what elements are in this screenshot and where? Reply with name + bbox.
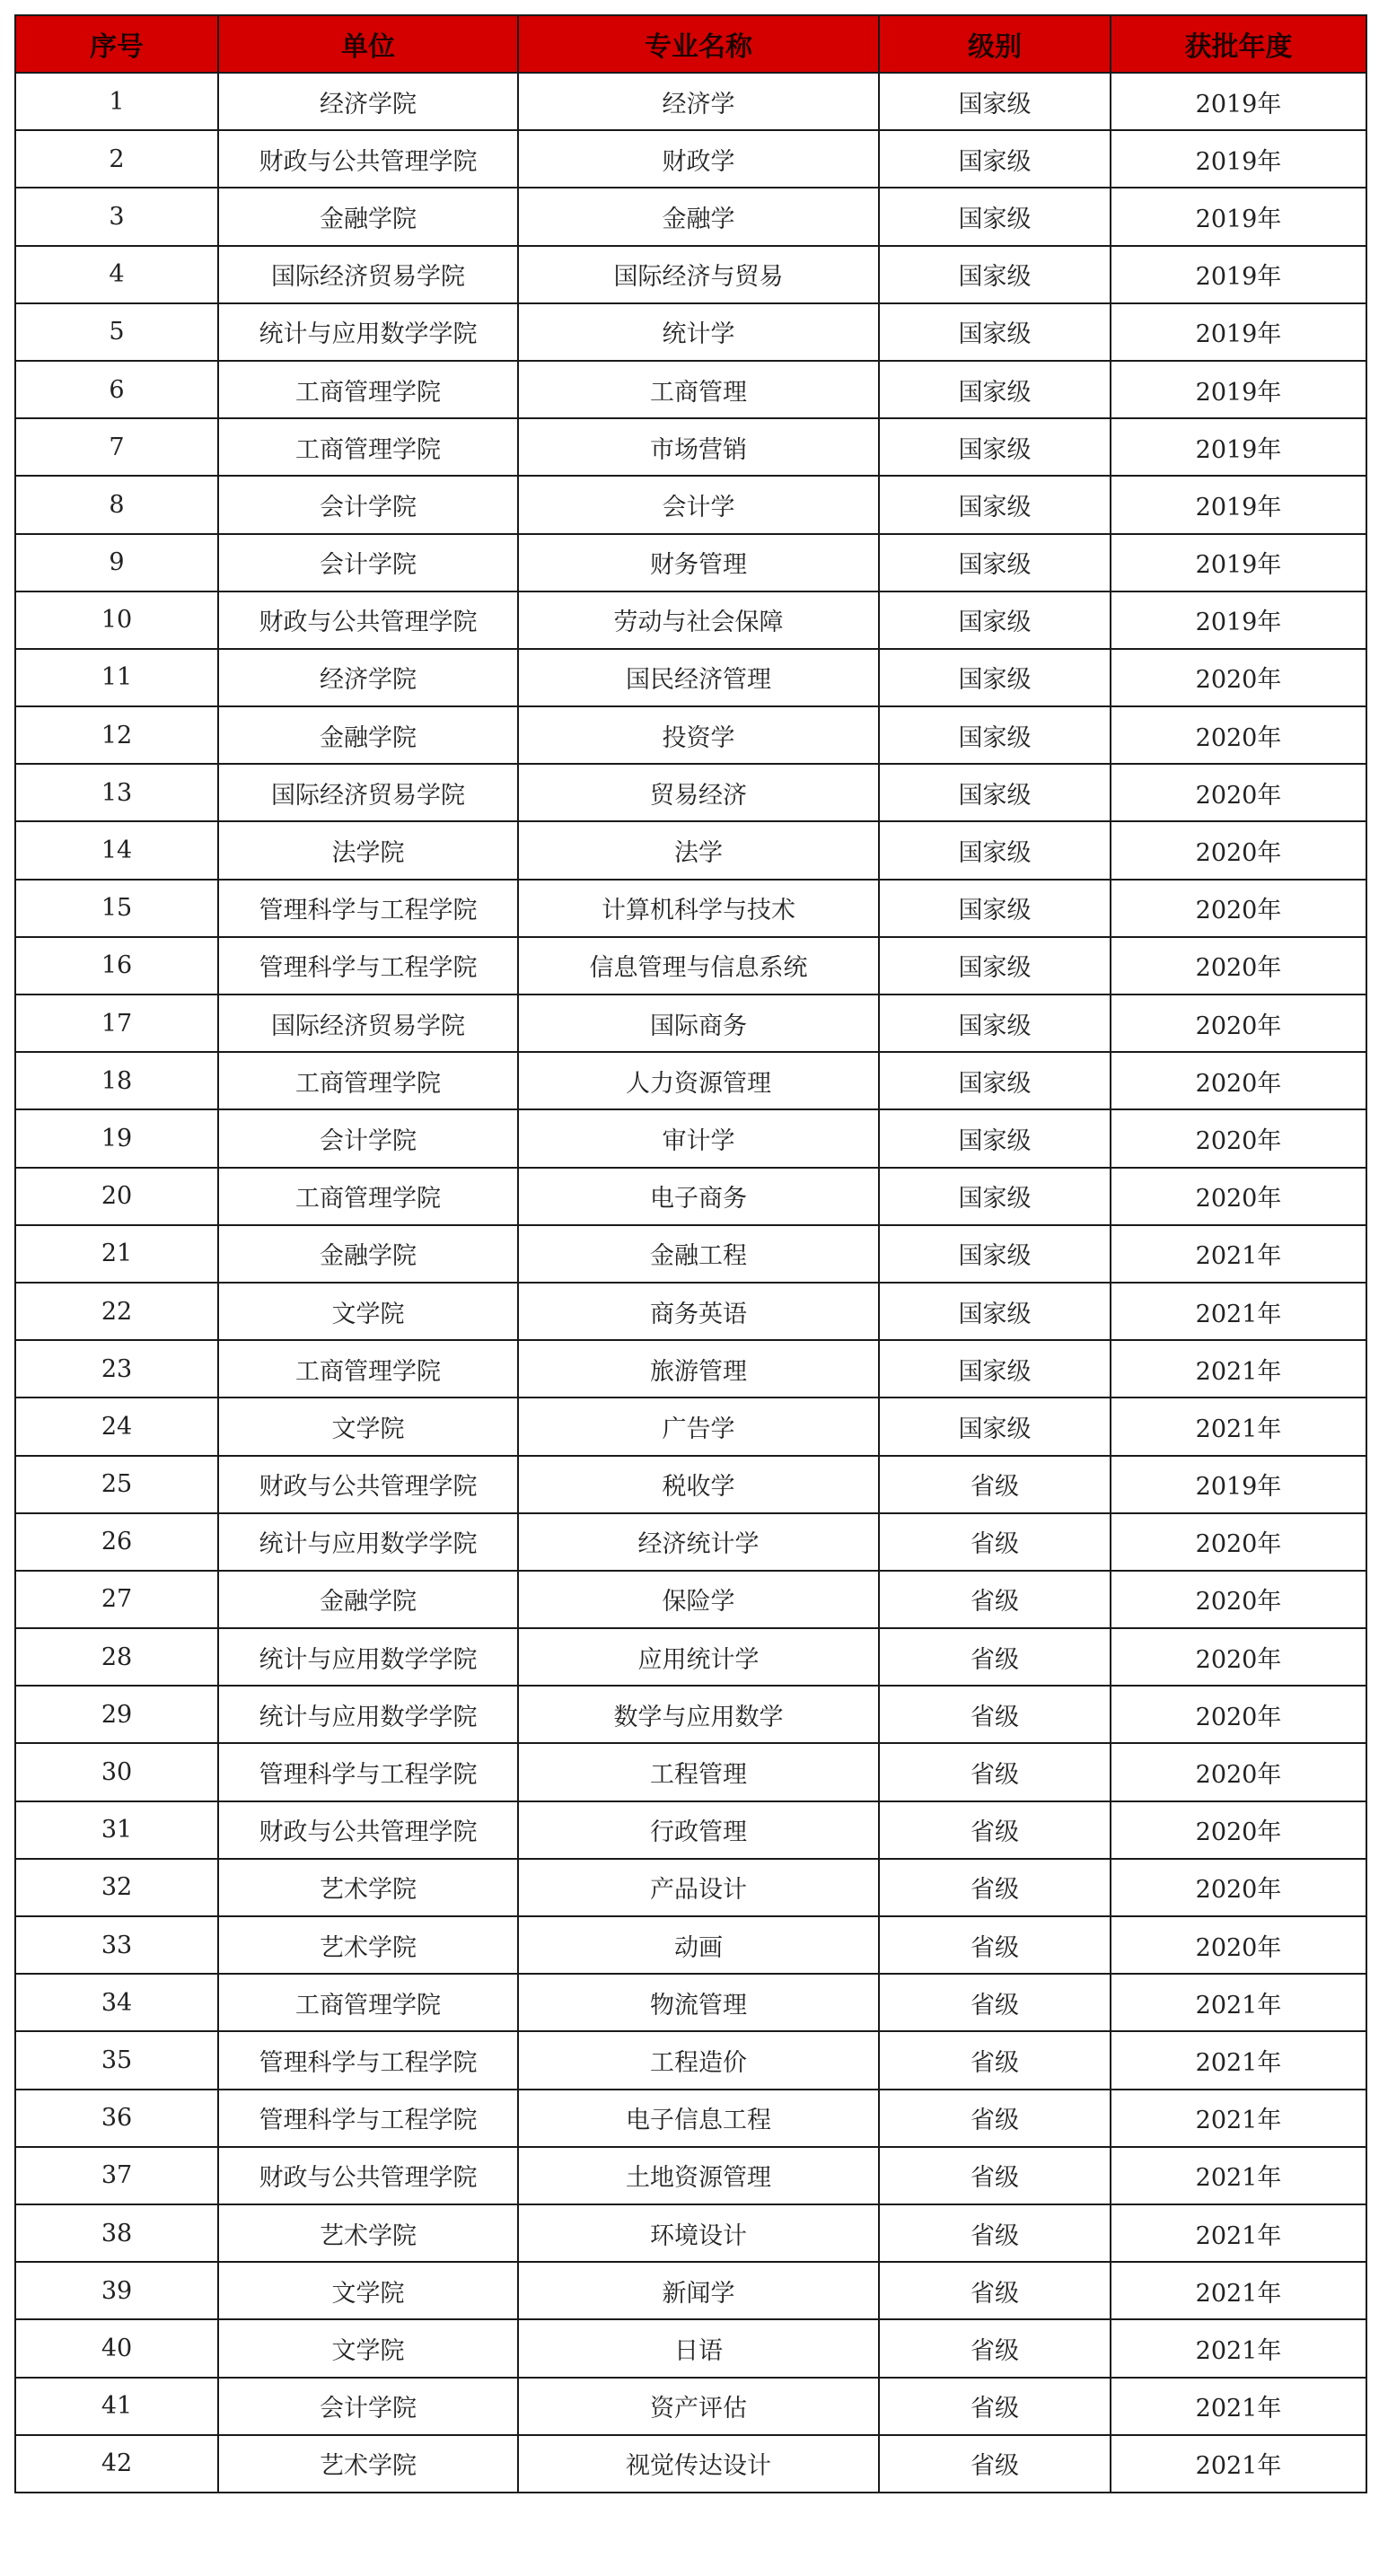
cell-approval-year: 2020年: [1111, 706, 1366, 764]
cell-index: 29: [15, 1686, 218, 1743]
table-row: [15, 764, 1366, 821]
cell-level: 国家级: [879, 534, 1111, 591]
cell-unit: 国际经济贸易学院: [218, 246, 518, 303]
cell-major-name: 工商管理: [518, 361, 879, 418]
cell-approval-year: 2019年: [1111, 418, 1366, 476]
cell-index: 31: [15, 1801, 218, 1859]
table-row: [15, 1686, 1366, 1743]
cell-index: 16: [15, 937, 218, 994]
cell-unit: 会计学院: [218, 1109, 518, 1167]
cell-index: 6: [15, 361, 218, 418]
cell-major-name: 国际商务: [518, 994, 879, 1052]
table-row: [15, 1398, 1366, 1455]
cell-major-name: 会计学: [518, 476, 879, 533]
cell-unit: 财政与公共管理学院: [218, 1801, 518, 1859]
table-row: [15, 2435, 1366, 2493]
cell-index: 38: [15, 2204, 218, 2262]
cell-index: 40: [15, 2319, 218, 2377]
cell-level: 省级: [879, 1974, 1111, 2031]
cell-approval-year: 2019年: [1111, 534, 1366, 591]
cell-level: 国家级: [879, 1283, 1111, 1340]
cell-index: 1: [15, 73, 218, 130]
cell-index: 42: [15, 2435, 218, 2493]
cell-unit: 财政与公共管理学院: [218, 591, 518, 649]
table-row: [15, 1225, 1366, 1283]
cell-major-name: 资产评估: [518, 2378, 879, 2435]
cell-major-name: 广告学: [518, 1398, 879, 1455]
cell-major-name: 计算机科学与技术: [518, 880, 879, 937]
cell-index: 8: [15, 476, 218, 533]
cell-approval-year: 2020年: [1111, 1109, 1366, 1167]
cell-unit: 金融学院: [218, 706, 518, 764]
cell-unit: 艺术学院: [218, 1859, 518, 1916]
cell-index: 36: [15, 2090, 218, 2147]
cell-major-name: 财务管理: [518, 534, 879, 591]
cell-index: 39: [15, 2262, 218, 2319]
cell-approval-year: 2020年: [1111, 1743, 1366, 1801]
cell-level: 国家级: [879, 1398, 1111, 1455]
cell-unit: 管理科学与工程学院: [218, 880, 518, 937]
table-row: [15, 361, 1366, 418]
cell-unit: 管理科学与工程学院: [218, 2090, 518, 2147]
table-row: [15, 130, 1366, 188]
cell-approval-year: 2021年: [1111, 2378, 1366, 2435]
cell-level: 省级: [879, 2435, 1111, 2493]
cell-index: 28: [15, 1628, 218, 1686]
cell-level: 省级: [879, 2262, 1111, 2319]
cell-approval-year: 2021年: [1111, 2435, 1366, 2493]
cell-unit: 统计与应用数学学院: [218, 303, 518, 361]
cell-index: 12: [15, 706, 218, 764]
cell-major-name: 新闻学: [518, 2262, 879, 2319]
cell-approval-year: 2021年: [1111, 2204, 1366, 2262]
cell-major-name: 贸易经济: [518, 764, 879, 821]
cell-approval-year: 2020年: [1111, 1916, 1366, 1974]
cell-major-name: 统计学: [518, 303, 879, 361]
table-row: [15, 1801, 1366, 1859]
cell-index: 34: [15, 1974, 218, 2031]
table-row: [15, 188, 1366, 245]
cell-major-name: 审计学: [518, 1109, 879, 1167]
cell-index: 26: [15, 1513, 218, 1571]
cell-index: 33: [15, 1916, 218, 1974]
cell-major-name: 行政管理: [518, 1801, 879, 1859]
cell-index: 23: [15, 1340, 218, 1398]
cell-unit: 财政与公共管理学院: [218, 130, 518, 188]
table-row: [15, 2147, 1366, 2204]
cell-approval-year: 2021年: [1111, 1398, 1366, 1455]
cell-approval-year: 2021年: [1111, 2262, 1366, 2319]
majors-table: [14, 14, 1367, 2493]
cell-major-name: 财政学: [518, 130, 879, 188]
cell-approval-year: 2019年: [1111, 591, 1366, 649]
cell-major-name: 经济学: [518, 73, 879, 130]
cell-level: 省级: [879, 1513, 1111, 1571]
cell-unit: 法学院: [218, 821, 518, 879]
cell-index: 17: [15, 994, 218, 1052]
cell-unit: 会计学院: [218, 2378, 518, 2435]
cell-approval-year: 2019年: [1111, 246, 1366, 303]
cell-approval-year: 2020年: [1111, 1801, 1366, 1859]
cell-index: 2: [15, 130, 218, 188]
cell-approval-year: 2020年: [1111, 821, 1366, 879]
table-row: [15, 1916, 1366, 1974]
cell-index: 3: [15, 188, 218, 245]
cell-level: 省级: [879, 2090, 1111, 2147]
cell-approval-year: 2021年: [1111, 2031, 1366, 2089]
cell-level: 省级: [879, 1571, 1111, 1628]
table-row: [15, 2378, 1366, 2435]
cell-unit: 艺术学院: [218, 1916, 518, 1974]
table-row: [15, 706, 1366, 764]
cell-index: 11: [15, 649, 218, 706]
cell-approval-year: 2020年: [1111, 649, 1366, 706]
cell-index: 18: [15, 1052, 218, 1109]
table-row: [15, 2319, 1366, 2377]
cell-level: 省级: [879, 1859, 1111, 1916]
cell-approval-year: 2019年: [1111, 73, 1366, 130]
cell-approval-year: 2020年: [1111, 937, 1366, 994]
cell-unit: 统计与应用数学学院: [218, 1686, 518, 1743]
table-row: [15, 303, 1366, 361]
cell-index: 15: [15, 880, 218, 937]
cell-approval-year: 2019年: [1111, 361, 1366, 418]
cell-approval-year: 2020年: [1111, 1571, 1366, 1628]
cell-level: 国家级: [879, 73, 1111, 130]
cell-approval-year: 2019年: [1111, 303, 1366, 361]
cell-approval-year: 2020年: [1111, 764, 1366, 821]
cell-level: 省级: [879, 2031, 1111, 2089]
cell-unit: 文学院: [218, 1283, 518, 1340]
cell-level: 省级: [879, 2147, 1111, 2204]
cell-major-name: 应用统计学: [518, 1628, 879, 1686]
cell-unit: 文学院: [218, 2319, 518, 2377]
cell-level: 国家级: [879, 188, 1111, 245]
cell-unit: 管理科学与工程学院: [218, 2031, 518, 2089]
table-row: [15, 1168, 1366, 1225]
cell-unit: 会计学院: [218, 476, 518, 533]
cell-index: 13: [15, 764, 218, 821]
table-row: [15, 1974, 1366, 2031]
cell-level: 省级: [879, 1686, 1111, 1743]
cell-level: 国家级: [879, 764, 1111, 821]
cell-unit: 经济学院: [218, 73, 518, 130]
table-body: [15, 73, 1366, 2493]
cell-level: 省级: [879, 2378, 1111, 2435]
cell-index: 30: [15, 1743, 218, 1801]
cell-level: 国家级: [879, 418, 1111, 476]
cell-unit: 工商管理学院: [218, 1168, 518, 1225]
cell-major-name: 产品设计: [518, 1859, 879, 1916]
cell-unit: 国际经济贸易学院: [218, 764, 518, 821]
cell-unit: 财政与公共管理学院: [218, 1456, 518, 1513]
cell-approval-year: 2020年: [1111, 880, 1366, 937]
cell-major-name: 劳动与社会保障: [518, 591, 879, 649]
cell-major-name: 物流管理: [518, 1974, 879, 2031]
cell-unit: 国际经济贸易学院: [218, 994, 518, 1052]
cell-major-name: 国民经济管理: [518, 649, 879, 706]
cell-major-name: 人力资源管理: [518, 1052, 879, 1109]
cell-major-name: 信息管理与信息系统: [518, 937, 879, 994]
cell-index: 37: [15, 2147, 218, 2204]
cell-level: 省级: [879, 1801, 1111, 1859]
cell-level: 国家级: [879, 821, 1111, 879]
cell-major-name: 保险学: [518, 1571, 879, 1628]
cell-unit: 金融学院: [218, 188, 518, 245]
table-row: [15, 1109, 1366, 1167]
cell-major-name: 税收学: [518, 1456, 879, 1513]
cell-approval-year: 2020年: [1111, 1513, 1366, 1571]
table-row: [15, 1052, 1366, 1109]
table-row: [15, 418, 1366, 476]
cell-index: 19: [15, 1109, 218, 1167]
header-row: [15, 15, 1366, 73]
cell-index: 7: [15, 418, 218, 476]
cell-level: 国家级: [879, 303, 1111, 361]
table-row: [15, 534, 1366, 591]
cell-approval-year: 2020年: [1111, 994, 1366, 1052]
table-row: [15, 2204, 1366, 2262]
header-index: 序号: [15, 15, 218, 73]
cell-unit: 文学院: [218, 2262, 518, 2319]
header-level: 级别: [879, 15, 1111, 73]
header-approval-year: 获批年度: [1111, 15, 1366, 73]
cell-level: 国家级: [879, 361, 1111, 418]
table-row: [15, 880, 1366, 937]
cell-major-name: 金融工程: [518, 1225, 879, 1283]
header-unit: 单位: [218, 15, 518, 73]
cell-index: 24: [15, 1398, 218, 1455]
cell-unit: 统计与应用数学学院: [218, 1628, 518, 1686]
cell-level: 国家级: [879, 1225, 1111, 1283]
cell-approval-year: 2019年: [1111, 130, 1366, 188]
cell-unit: 工商管理学院: [218, 1340, 518, 1398]
cell-unit: 统计与应用数学学院: [218, 1513, 518, 1571]
cell-level: 国家级: [879, 937, 1111, 994]
cell-unit: 工商管理学院: [218, 418, 518, 476]
table-row: [15, 2090, 1366, 2147]
cell-approval-year: 2020年: [1111, 1052, 1366, 1109]
cell-index: 25: [15, 1456, 218, 1513]
cell-level: 国家级: [879, 1052, 1111, 1109]
cell-major-name: 工程造价: [518, 2031, 879, 2089]
cell-major-name: 法学: [518, 821, 879, 879]
cell-unit: 金融学院: [218, 1571, 518, 1628]
table-row: [15, 1743, 1366, 1801]
cell-approval-year: 2019年: [1111, 476, 1366, 533]
cell-unit: 文学院: [218, 1398, 518, 1455]
cell-major-name: 金融学: [518, 188, 879, 245]
table-row: [15, 1859, 1366, 1916]
cell-approval-year: 2021年: [1111, 2090, 1366, 2147]
cell-approval-year: 2019年: [1111, 1456, 1366, 1513]
cell-major-name: 动画: [518, 1916, 879, 1974]
cell-major-name: 数学与应用数学: [518, 1686, 879, 1743]
cell-index: 14: [15, 821, 218, 879]
header-major-name: 专业名称: [518, 15, 879, 73]
cell-unit: 财政与公共管理学院: [218, 2147, 518, 2204]
cell-unit: 管理科学与工程学院: [218, 937, 518, 994]
cell-level: 国家级: [879, 1340, 1111, 1398]
table-row: [15, 994, 1366, 1052]
cell-approval-year: 2021年: [1111, 2319, 1366, 2377]
cell-major-name: 经济统计学: [518, 1513, 879, 1571]
cell-level: 国家级: [879, 246, 1111, 303]
table-row: [15, 2031, 1366, 2089]
cell-unit: 经济学院: [218, 649, 518, 706]
cell-level: 省级: [879, 1743, 1111, 1801]
cell-approval-year: 2020年: [1111, 1686, 1366, 1743]
table-row: [15, 1571, 1366, 1628]
cell-major-name: 日语: [518, 2319, 879, 2377]
table-row: [15, 73, 1366, 130]
cell-major-name: 商务英语: [518, 1283, 879, 1340]
cell-major-name: 工程管理: [518, 1743, 879, 1801]
table-row: [15, 649, 1366, 706]
cell-unit: 工商管理学院: [218, 1052, 518, 1109]
cell-index: 5: [15, 303, 218, 361]
cell-major-name: 土地资源管理: [518, 2147, 879, 2204]
cell-level: 国家级: [879, 476, 1111, 533]
cell-major-name: 电子信息工程: [518, 2090, 879, 2147]
cell-level: 国家级: [879, 1168, 1111, 1225]
table-row: [15, 476, 1366, 533]
cell-index: 9: [15, 534, 218, 591]
cell-major-name: 旅游管理: [518, 1340, 879, 1398]
table-row: [15, 591, 1366, 649]
cell-approval-year: 2020年: [1111, 1628, 1366, 1686]
cell-unit: 艺术学院: [218, 2435, 518, 2493]
cell-index: 22: [15, 1283, 218, 1340]
cell-approval-year: 2020年: [1111, 1859, 1366, 1916]
cell-index: 32: [15, 1859, 218, 1916]
table-header: [15, 15, 1366, 73]
cell-approval-year: 2020年: [1111, 1168, 1366, 1225]
table-row: [15, 1513, 1366, 1571]
cell-major-name: 投资学: [518, 706, 879, 764]
cell-approval-year: 2021年: [1111, 1974, 1366, 2031]
cell-unit: 艺术学院: [218, 2204, 518, 2262]
cell-level: 省级: [879, 2204, 1111, 2262]
table-row: [15, 937, 1366, 994]
cell-level: 省级: [879, 1628, 1111, 1686]
cell-index: 20: [15, 1168, 218, 1225]
cell-major-name: 电子商务: [518, 1168, 879, 1225]
cell-major-name: 国际经济与贸易: [518, 246, 879, 303]
cell-approval-year: 2021年: [1111, 2147, 1366, 2204]
cell-unit: 工商管理学院: [218, 361, 518, 418]
cell-major-name: 市场营销: [518, 418, 879, 476]
cell-unit: 会计学院: [218, 534, 518, 591]
cell-index: 4: [15, 246, 218, 303]
cell-level: 国家级: [879, 591, 1111, 649]
cell-approval-year: 2019年: [1111, 188, 1366, 245]
cell-unit: 工商管理学院: [218, 1974, 518, 2031]
cell-major-name: 环境设计: [518, 2204, 879, 2262]
cell-index: 35: [15, 2031, 218, 2089]
cell-index: 41: [15, 2378, 218, 2435]
cell-level: 省级: [879, 1916, 1111, 1974]
cell-approval-year: 2021年: [1111, 1340, 1366, 1398]
table-row: [15, 1283, 1366, 1340]
cell-level: 国家级: [879, 130, 1111, 188]
cell-level: 国家级: [879, 649, 1111, 706]
table-row: [15, 821, 1366, 879]
cell-level: 国家级: [879, 706, 1111, 764]
cell-approval-year: 2021年: [1111, 1225, 1366, 1283]
cell-index: 10: [15, 591, 218, 649]
table-row: [15, 2262, 1366, 2319]
cell-level: 国家级: [879, 880, 1111, 937]
cell-unit: 金融学院: [218, 1225, 518, 1283]
cell-level: 省级: [879, 2319, 1111, 2377]
table-row: [15, 1456, 1366, 1513]
cell-level: 国家级: [879, 1109, 1111, 1167]
table-row: [15, 246, 1366, 303]
cell-major-name: 视觉传达设计: [518, 2435, 879, 2493]
table-row: [15, 1340, 1366, 1398]
cell-index: 21: [15, 1225, 218, 1283]
table-row: [15, 1628, 1366, 1686]
cell-level: 国家级: [879, 994, 1111, 1052]
cell-level: 省级: [879, 1456, 1111, 1513]
cell-index: 27: [15, 1571, 218, 1628]
cell-unit: 管理科学与工程学院: [218, 1743, 518, 1801]
cell-approval-year: 2021年: [1111, 1283, 1366, 1340]
